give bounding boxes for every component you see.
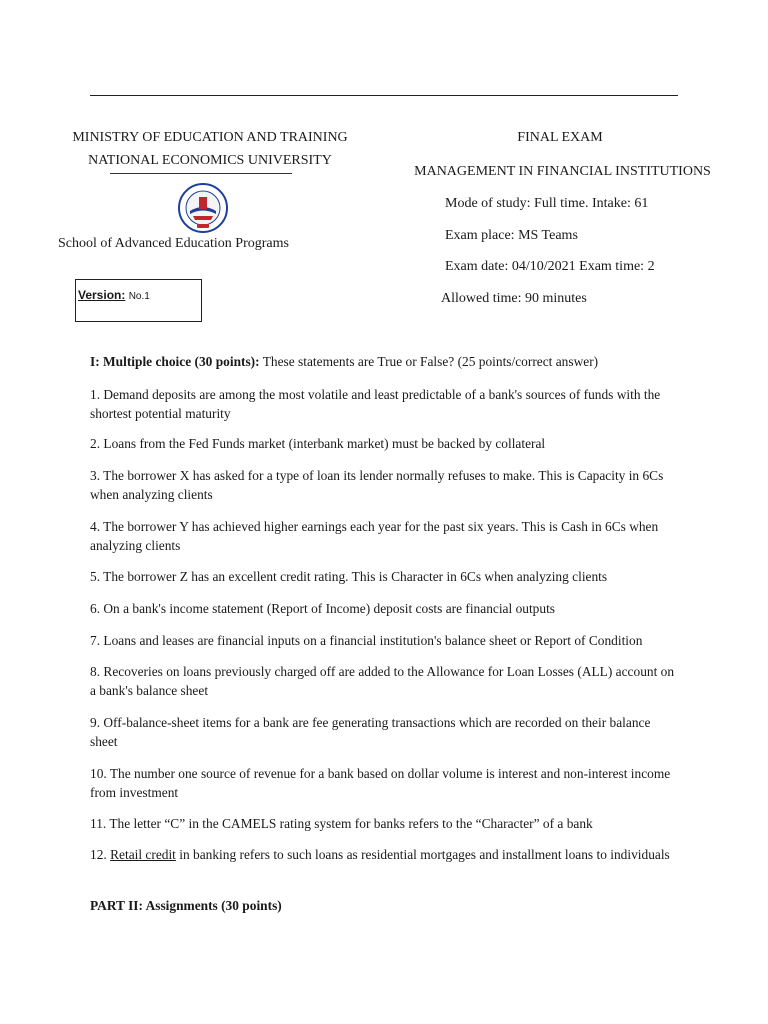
question-item: 6. On a bank's income statement (Report of Income) deposit costs are financial outputs xyxy=(90,601,556,616)
question-item: 3. The borrower X has asked for a type of loan its lender normally refuses to make. This is Capacity in 6Cs when analyzing clients xyxy=(90,468,664,502)
question-item: 2. Loans from the Fed Funds market (interbank market) must be backed by collateral xyxy=(90,436,546,451)
ministry-name: MINISTRY OF EDUCATION AND TRAINING xyxy=(72,130,348,145)
question-item: 8. Recoveries on loans previously charged off are added to the Allowance for Loan Losses (ALL) account on a bank's balance sheet xyxy=(90,664,675,698)
version-label xyxy=(78,288,150,302)
retail-credit-term: Retail credit xyxy=(110,847,176,862)
exam-date: Exam date: 04/10/2021 Exam time: 2 xyxy=(445,259,655,274)
part1-heading-line xyxy=(90,353,680,372)
question-item: 9. Off-balance-sheet items for a bank are fee generating transactions which are recorded on their balance sheet xyxy=(90,715,651,749)
question-item: 7. Loans and leases are financial inputs on a financial institution's balance sheet or Report of Condition xyxy=(90,633,643,648)
university-logo xyxy=(178,183,228,233)
university-underline xyxy=(110,173,292,174)
question-item: 10. The number one source of revenue for a bank based on dollar volume is interest and non-interest income from investment xyxy=(90,766,671,800)
mode-of-study: Mode of study: Full time. Intake: 61 xyxy=(445,196,649,211)
course-title: MANAGEMENT IN FINANCIAL INSTITUTIONS xyxy=(414,164,711,179)
top-divider xyxy=(90,95,678,96)
university-name: NATIONAL ECONOMICS UNIVERSITY xyxy=(88,153,332,168)
question-item: 5. The borrower Z has an excellent credit rating. This is Character in 6Cs when analyzing clients xyxy=(90,569,608,584)
allowed-time: Allowed time: 90 minutes xyxy=(441,291,587,306)
part1-instruction: These statements are True or False? (25 points/correct answer) xyxy=(259,354,599,369)
version-key: Version: xyxy=(78,288,126,302)
question-item: 4. The borrower Y has achieved higher earnings each year for the past six years. This is Cash in 6Cs when analyzing clients xyxy=(90,519,659,553)
question-number: 12. xyxy=(90,847,111,862)
version-value: No.1 xyxy=(128,291,150,302)
question-item: 1. Demand deposits are among the most volatile and least predictable of a bank's sources of funds with the shortest potential maturity xyxy=(90,387,661,421)
exam-place: Exam place: MS Teams xyxy=(445,228,578,243)
school-name: School of Advanced Education Programs xyxy=(58,236,289,251)
part1-heading: I: Multiple choice (30 points): xyxy=(90,354,260,369)
question-item xyxy=(90,846,680,865)
question-item: 11. The letter “C” in the CAMELS rating system for banks refers to the “Character” of a bank xyxy=(90,816,593,831)
exam-title: FINAL EXAM xyxy=(517,130,603,145)
part2-heading: PART II: Assignments (30 points) xyxy=(90,898,282,913)
question-text: in banking refers to such loans as residential mortgages and installment loans to individuals xyxy=(175,847,670,862)
